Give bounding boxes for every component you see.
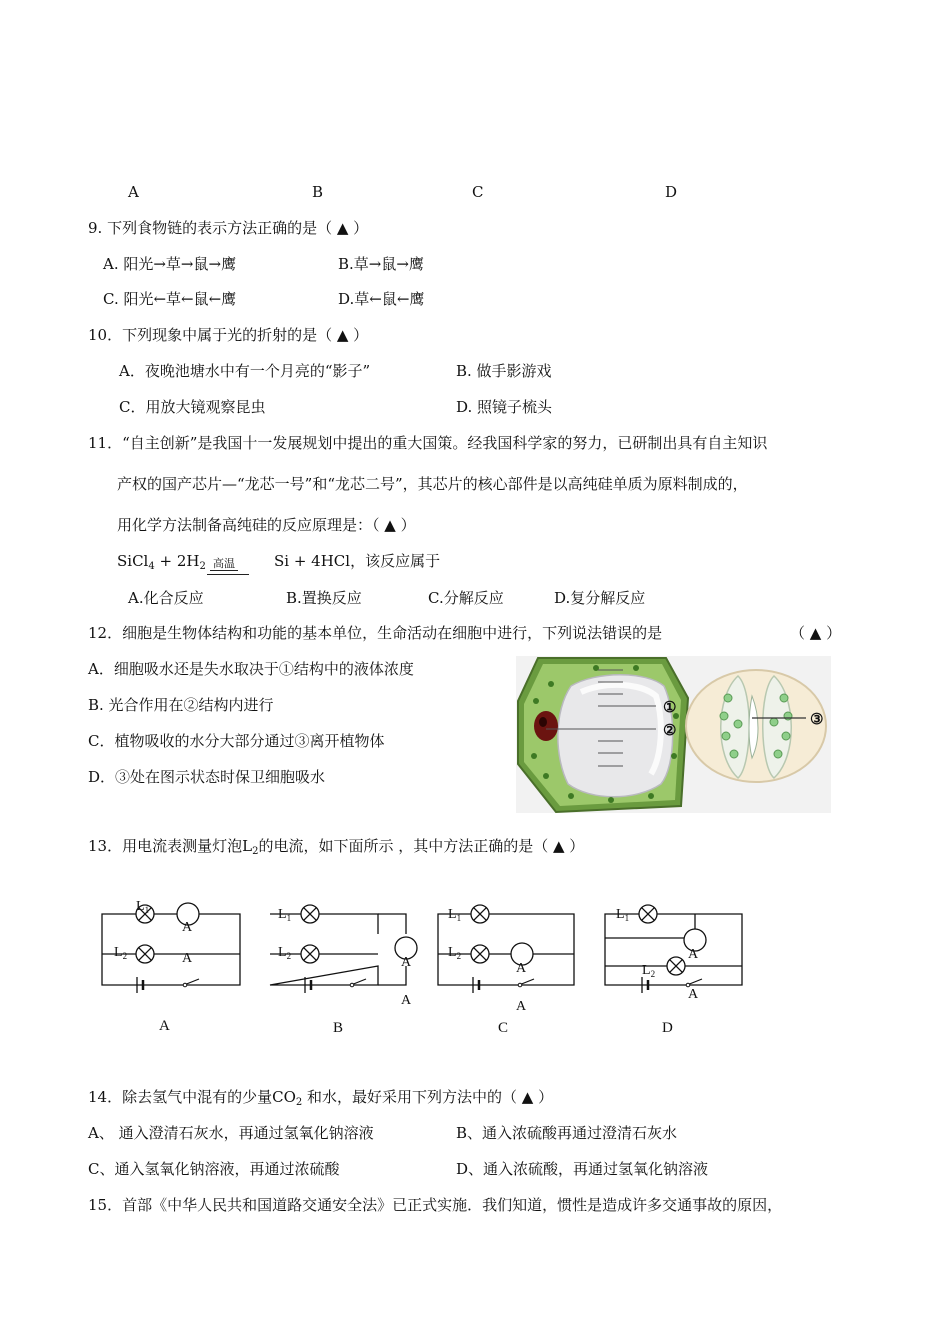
svg-text:A: A [182,920,193,935]
svg-text:L2: $L_2$ [642,963,656,979]
q9-option-b: B.草→鼠→鹰 [338,255,424,273]
q12-option-a: A．细胞吸水还是失水取决于①结构中的液体浓度 [88,660,414,678]
q9-option-a: A. 阳光→草→鼠→鹰 [103,255,237,273]
svg-text:L2: $L_2$ [114,945,128,961]
q12-bracket: （ ▲ ） [790,624,842,642]
q14-option-c: C、通入氢氧化钠溶液，再通过浓硫酸 [88,1160,340,1178]
q11-equation: SiCl$_4$ + $2H_2$ [117,552,206,572]
q13-stem: 13．用电流表测量灯泡$L_2$的电流，如下面所示 ，其中方法正确的是（ ▲ ） [88,837,585,857]
circuit-caption-b: B [333,1020,344,1036]
q11-option-c: C.分解反应 [428,589,504,607]
svg-text:A: A [182,951,193,966]
svg-text:L1: $L_1$ [448,907,462,923]
q14-option-d: D、通入浓硫酸，再通过氢氧化钠溶液 [456,1160,709,1178]
q14-option-a: A、 通入澄清石灰水，再通过氢氧化钠溶液 [88,1124,374,1142]
q9-option-c: C. 阳光←草←鼠←鹰 [103,290,237,308]
label-structure-2: ② [663,723,677,739]
reaction-condition: 高温 [210,558,238,571]
svg-text:A: A [688,987,699,1002]
q10-option-b: B. 做手影游戏 [456,362,552,380]
option-label-b: B [312,183,324,201]
svg-text:L1: $L_1$ [278,907,292,923]
q11-line-3: 用化学方法制备高纯硅的反应原理是：（ ▲ ） [117,516,416,534]
q11-line-1: 11．“自主创新”是我国十一发展规划中提出的重大国策。经我国科学家的努力，已研制出具有自主知识 [88,434,768,452]
q11-equation-right: Si + 4HCl，该反应属于 [274,552,441,570]
q14-stem: 14．除去氢气中混有的少量$CO_2$ 和水，最好采用下列方法中的（ ▲ ） [88,1088,554,1108]
circuit-caption-a: A [159,1018,170,1034]
q12-option-c: C．植物吸收的水分大部分通过③离开植物体 [88,732,385,750]
q9-stem: 9. 下列食物链的表示方法正确的是（ ▲ ） [88,219,369,237]
svg-text:A: A [401,993,412,1008]
option-label-a: A [128,183,139,201]
q12-stem: 12．细胞是生物体结构和功能的基本单位，生命活动在细胞中进行，下列说法错误的是 [88,624,663,642]
q11-option-b: B.置换反应 [286,589,362,607]
circuit-caption-c: C [498,1020,509,1036]
q10-option-c: C．用放大镜观察昆虫 [119,398,266,416]
q14-option-b: B、通入浓硫酸再通过澄清石灰水 [456,1124,678,1142]
q12-option-b: B. 光合作用在②结构内进行 [88,696,274,714]
svg-text:A: A [516,999,527,1014]
q9-option-d: D.草←鼠←鹰 [338,290,425,308]
svg-text:L1: $L_1$ [616,907,630,923]
svg-text:A: A [516,961,527,976]
q10-option-d: D. 照镜子梳头 [456,398,553,416]
option-label-c: C [472,183,484,201]
svg-text:A: A [401,955,412,970]
svg-text:A: A [688,947,699,962]
reaction-arrow-line [207,574,249,575]
q10-option-a: A．夜晚池塘水中有一个月亮的“影子” [119,362,371,380]
q10-stem: 10．下列现象中属于光的折射的是（ ▲ ） [88,326,369,344]
option-label-d: D [665,183,678,201]
q15-stem: 15．首部《中华人民共和国道路交通安全法》已正式实施．我们知道，惯性是造成许多交通事故的原因， [88,1196,783,1214]
circuit-caption-d: D [662,1020,673,1036]
label-structure-1: ① [663,700,677,716]
plant-cell-figure [516,656,831,813]
q11-option-a: A.化合反应 [128,589,204,607]
q12-option-d: D．③处在图示状态时保卫细胞吸水 [88,768,326,786]
svg-text:L2: $L_2$ [278,945,292,961]
label-structure-3: ③ [810,712,824,728]
q11-line-2: 产权的国产芯片—“龙芯一号”和“龙芯二号”，其芯片的核心部件是以高纯硅单质为原料制成的， [117,475,748,493]
svg-text:L2: $L_2$ [448,945,462,961]
svg-text:L1: $L_1$ [136,899,150,915]
circuit-diagrams [90,890,760,1014]
q11-option-d: D.复分解反应 [554,589,646,607]
